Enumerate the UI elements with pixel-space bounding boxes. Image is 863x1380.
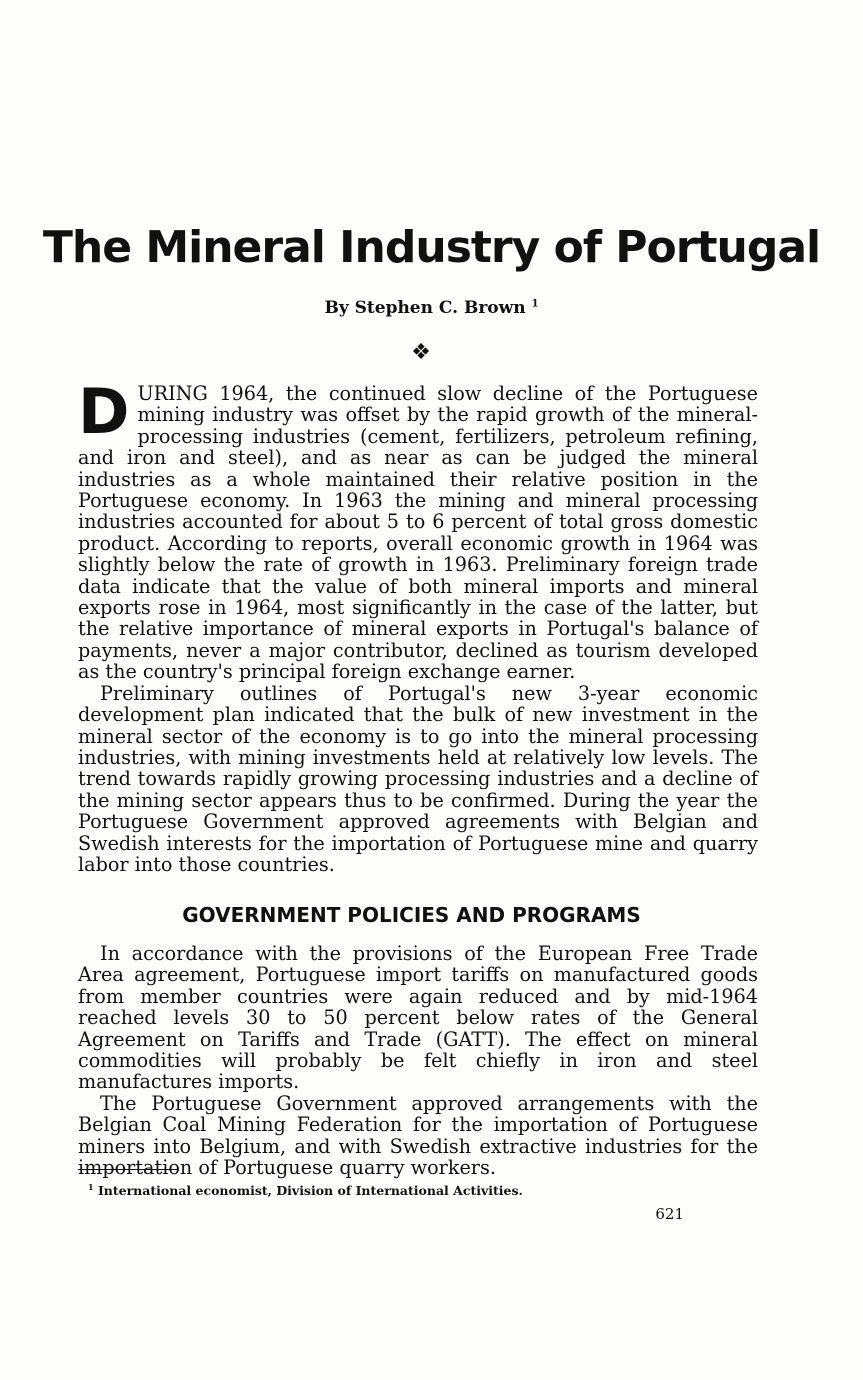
author-name: By Stephen C. Brown bbox=[324, 298, 526, 318]
footnote-mark: 1 bbox=[88, 1182, 94, 1192]
intro-paragraph-text: URING 1964, the continued slow decline of the Portuguese mining industry was offset by the rapid growth of the mineral-processing industries (cement, fertilizers, petroleum refining, and iron and steel), and as near as can be judged the mineral industries as a whole maintained their relative position in the Portuguese economy. In 1963 the mining and mineral processing industries accounted for about 5 to 6 percent of total gross domestic product. According to reports, overall economic growth in 1964 was slightly below the rate of growth in 1963. Preliminary foreign trade data indicate that the value of both mineral imports and mineral exports rose in 1964, most significantly in the case of the latter, but the relative importance of mineral exports in Portugal's balance of payments, never a major contributor, declined as tourism developed as the country's principal foreign exchange earner. bbox=[78, 382, 758, 684]
drop-cap: D bbox=[78, 375, 130, 448]
ornament-icon: ❖ bbox=[411, 340, 431, 365]
footnote-text: International economist, Division of International Activities. bbox=[97, 1183, 523, 1199]
plan-paragraph: Preliminary outlines of Portugal's new 3-year economic development plan indicated that the bulk of new investment in the mineral sector of the economy is to go into the mineral processing industries, with mining investments held at relatively low levels. The trend towards rapidly growing processing industries and a decline of the mining sector appears thus to be confirmed. During the year the Portuguese Government approved agreements with Belgian and Swedish interests for the importation of Portuguese mine and quarry labor into those countries. bbox=[78, 681, 758, 876]
intro-section bbox=[78, 375, 758, 876]
page-title: The Mineral Industry of Portugal bbox=[42, 222, 821, 273]
labor-paragraph: The Portuguese Government approved arrangements with the Belgian Coal Mining Federation for the importation of Portuguese miners into Belgium, and with Swedish extractive industries for the importation of Portuguese quarry workers. bbox=[78, 1091, 758, 1180]
footnote bbox=[88, 1182, 688, 1198]
section-heading: GOVERNMENT POLICIES AND PROGRAMS bbox=[182, 903, 641, 927]
tariffs-paragraph: In accordance with the provisions of the European Free Trade Area agreement, Portuguese import tariffs on manufactured goods from member countries were again reduced and by mid-1964 reached levels 30 to 50 percent below rates of the General Agreement on Tariffs and Trade (GATT). The effect on mineral commodities will probably be felt chiefly in iron and steel manufactures imports. bbox=[78, 942, 758, 1094]
footnote-reference: 1 bbox=[531, 298, 539, 310]
policies-section bbox=[78, 943, 758, 1178]
intro-paragraph bbox=[78, 375, 758, 684]
page-number: 621 bbox=[655, 1205, 684, 1223]
byline bbox=[0, 298, 863, 318]
footnote-divider bbox=[78, 1169, 178, 1170]
